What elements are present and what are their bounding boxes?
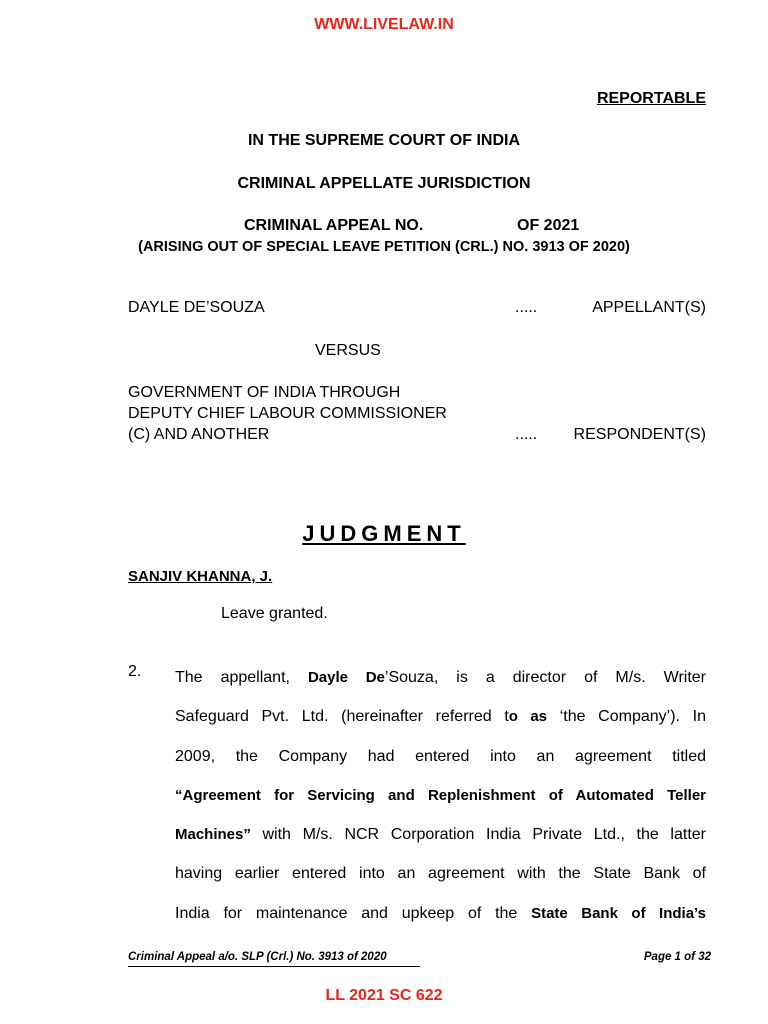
respondent-line-2: DEPUTY CHIEF LABOUR COMMISSIONER <box>128 405 447 422</box>
appellant-role: APPELLANT(S) <box>592 299 706 316</box>
paragraph-line: having earlier entered into an agreement with the State Bank of <box>175 865 706 883</box>
citation-label: LL 2021 SC 622 <box>325 987 443 1004</box>
paragraph-line: Machines” with M/s. NCR Corporation India Private Ltd., the latter <box>175 826 706 844</box>
agreement-title: “Agreement for Servicing and Replenishment of Automated Teller <box>175 786 706 804</box>
judge-name: SANJIV KHANNA, J. <box>128 568 273 585</box>
versus-label: VERSUS <box>315 342 381 359</box>
arising-out-of-line: (ARISING OUT OF SPECIAL LEAVE PETITION (CRL.) NO. 3913 OF 2020) <box>138 239 630 255</box>
appellant-dots: ..... <box>515 299 538 316</box>
court-title: IN THE SUPREME COURT OF INDIA <box>247 132 520 149</box>
respondent-line-1: GOVERNMENT OF INDIA THROUGH <box>128 384 401 401</box>
leave-granted-text: Leave granted. <box>221 605 328 622</box>
footer-divider <box>128 966 420 967</box>
appeal-number-label: CRIMINAL APPEAL NO. <box>244 217 424 234</box>
watermark-url: WWW.LIVELAW.IN <box>314 16 454 33</box>
appellant-name: DAYLE DE’SOUZA <box>128 299 265 316</box>
paragraph-line: Safeguard Pvt. Ltd. (hereinafter referred to as ‘the Company’). In <box>175 708 706 726</box>
jurisdiction-title: CRIMINAL APPELLATE JURISDICTION <box>237 175 531 192</box>
paragraph-2 <box>175 658 706 933</box>
respondent-line-3: (C) AND ANOTHER <box>128 426 270 443</box>
reportable-label: REPORTABLE <box>596 90 706 107</box>
respondent-dots: ..... <box>515 426 538 443</box>
appeal-year-label: OF 2021 <box>517 217 580 234</box>
page-number: Page 1 of 32 <box>643 951 711 963</box>
respondent-role: RESPONDENT(S) <box>573 426 706 443</box>
judgment-heading: JUDGMENT <box>302 521 466 546</box>
paragraph-line: India for maintenance and upkeep of the State Bank of India’s <box>175 904 706 922</box>
paragraph-line: 2009, the Company had entered into an agreement titled <box>175 747 706 765</box>
paragraph-number: 2. <box>128 663 142 680</box>
paragraph-line: The appellant, Dayle De’Souza, is a director of M/s. Writer <box>175 669 707 686</box>
footer-case-reference: Criminal Appeal a/o. SLP (Crl.) No. 3913 of 2020 <box>128 951 387 963</box>
